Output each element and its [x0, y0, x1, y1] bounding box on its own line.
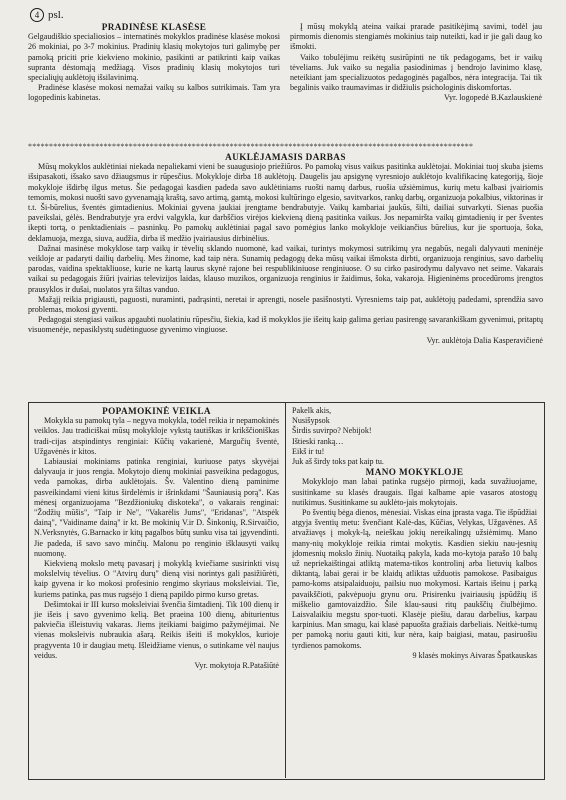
poem-line: Nusišypsok [292, 416, 330, 426]
star-divider: ********************************************************************************************************** [28, 143, 474, 151]
article-title-mano-mokykloje: MANO MOKYKLOJE [365, 467, 464, 478]
page-label: psl. [48, 9, 64, 21]
poem-line: Ištieski ranką… [292, 436, 344, 446]
poem-line: Širdis suvirpo? Nebijok! [292, 426, 372, 436]
article-signature: Vyr. auklėtoja Dalia Kasperavičienė [426, 335, 543, 345]
article-aukljamasis-darbas [28, 152, 543, 346]
article-mano-mokykloje [292, 406, 537, 661]
article-paragraph: Pradinėse klasėse mokosi nemažai vaikų su kalbos sutrikimais. Tam yra logopedinis kabinetas. [28, 83, 280, 103]
article-logopede [290, 22, 542, 104]
article-pradinese-klasese [28, 22, 280, 104]
article-paragraph: Gelgaudiškio specialiosios – internatinės mokyklos pradinėse klasėse mokosi 26 mokiniai, po 3-7 mokinius. Pradinių klasių mokytojos turi galimybę per pamoką priciti prie kiekvieno mokinio, pasikinti ar patikrinti kaip vaikas supranta dėstomąją medžiagą. Visos pradinių klasių mokytojos turi specialiųjų auklėtojų išsilavinimą. [28, 32, 280, 83]
article-title-aukljamasis: AUKLĖJAMASIS DARBAS [225, 152, 346, 162]
article-signature: 9 klasės mokinys Aivaras Špatkauskas [412, 650, 537, 660]
article-signature: Vyr. mokytoja R.Patašiūtė [194, 661, 279, 671]
poem [292, 406, 537, 467]
article-paragraph: Dažnai masinėse mokyklose tarp vaikų ir tėvelių sklando nuomonė, kad vaikai, turintys mokymosi sutrikimų yra negabūs, negali dalyvauti meninėje veikloje ar padaryti dailių darbelių. Mes žinome, kad taip nėra. Sunamių pedagogų deka mūsų vaikai išmoksta dirbti, organizuoja renginius, savo darbelių parodas, vaidina spektakliuose, kurie ne kartą laurus skynė rajone bei respublikiniuose renginiuose. O su cirko pasirodymu dalyvavo net seime. Vakarais vaikai su pedagogais žiūri įvairias televizijos laidas, klauso muzikos, organizuoja renginius ir žaidimus, šoka, vakaroja. Higieninėms procedūroms įrengtos prausyklos ir dušai, nuolatos yra šiltas vanduo. [28, 243, 543, 294]
page-number [30, 8, 64, 22]
article-paragraph: Mūsų mokyklos auklėtiniai niekada nepaliekami vieni be suaugusiojo priežiūros. Po pamokų visus vaikus pasitinka auklėtojai. Mokiniai tuoj skuba įsiems išsipasakoti, išsako savo džiaugsmus ir rūpesčius. Mokykloje dirba 18 auklėtojų. Daugelis jau apsigynę vyresniojo auklėtojo kvalifikacinę kategoriją, šioje mokykloje išdirbę ilgus metus. Šie pedagogai kasdien padeda savo auklėtiniams ruošti namų darbus, ruošia užsiėmimus, kurių metu kalbasi įvairiomis temomis, mokosi nuošti savo gyvenamąją kraštą, savo artimą, gamtą, mokosi kultūringo elgesio, savitvarkos, rankų darbų, organizuoja pokalbius, viktorinas ir t.t. Ši-būrelius, šventės gimtadienius. Mokiniai gyvena jaukiai įrengtame bendrabutyje. Vaikų kambariai jaukūs, šilti, dailiai sutvarkyti. Sienas puošia paveikslai, gėlės. Bendrabutyje yra erdvi valgykla, kur darbščios virėjos kiekvieną dieną pasitinka vaikus. Jos nepamiršta vaikų gimtadienių ir per šventes ikepti tortą, o penktadieniais – pasninkų. Po pamokų auklėtiniai pagal savo pomėgius lanko mokykloje veikiančius būrelius, kur jie sportuoja, šoka, deklamuoja, mezga, siuva, audžia, dirba iš medžio įvairiausius dirbinėlius. [28, 162, 543, 243]
article-paragraph: Vaiko tobulėjimu reikėtų susirūpinti ne tik pedagogams, bet ir vaikų tėveliams. Juk vaiko su negalia pasiodinimas į bendrojo lavinimo klasę, neteikiant jam specializuotos pedagoginės pagalbos, nėra integracija. Tai tik begalinis vaiko traumavimas ir didžiulis psichologinis diskomfortas. [290, 52, 542, 93]
article-paragraph: Pedagogai stengiasi vaikus apgaubti nuolatiniu rūpesčiu, šiekia, kad iš mokyklos jie išeitų kaip galima geriau pasirengę savarankiškam gyvenimui, pritaptų visuomenėje, nepasiklystų sudėtinguose gyvenimo vingiuose. [28, 315, 543, 335]
page-number-circle: 4 [30, 8, 44, 22]
article-title-pradinese: PRADINĖSE KLASĖSE [101, 22, 207, 32]
article-popamokine-veikla [34, 406, 279, 671]
poem-line: Eikš ir tu! [292, 446, 325, 456]
article-paragraph: Mokyklojo man labai patinka rugsėjo pirmoji, kada suvažiuojame, susitinkame su klasės draugais. Ilgai kalbame apie vasaros atostogų nutikimus. Susitinkame su auklėto-jais mokytojais. [292, 477, 537, 507]
column-divider [285, 402, 286, 778]
article-paragraph: Po šventių bėga dienos, mėnesiai. Viskas eina įprasta vaga. Tie išpūdžiai atgyja šventių metu: švenčiant Kalė-das, Kūčias, Velykas, Užgavėnes. Aš atvažiavęs į mokyk-lą, neieškau jokių nereikalingų užsiėmimų. Mano many-nių mokykloje reikia rimtai mokytis. Kasdien siekiu nau-jesnių įdomesnių mokslo žinių. Nuotaiką pakyla, kada mo-kytoja parašo 10 balų už nepriekaištingai atliktą matema-tikos kontrolinį arba lietuvių kalbos diktantą, labai gerai ir be klaidų atliktas užduotis pamokose. Pasibaigus pamo-koms atsipalaiduoju, pailsiu nuo mokymosi. Kartais išeinu į parką pavaikščioti, pakvėpuoju grynu oru. Prisirenku įvairiausių įspūdžių iš miškelio gamtovaizdžio. Šile klau-sausi ritų paukščių čiulbėjimo. Laisvalaikiu megstu spor-tuoti. Klasėje piešiu, darau darbelius, karpau karpinius. Man smagu, kai klasė papuošta gražiais darbeliais. Neitkė-tumų per pamoką noriu gauti kiti, kur nėra, kaip baigiasi, matau, pasiruošiu tyrdienos pamokoms. [292, 508, 537, 650]
article-signature: Vyr. logopedė B.Kazlauskienė [444, 93, 542, 103]
article-paragraph: Kiekvieną mokslo metų pavasarį į mokyklą kviečiame susirinkti visų mokslelvių tėvelius. O "Atvirų durų" dieną visi norintys gali pasižiūrėti, kaip gyvena ir ko mokosi profesinio rengimo skyriaus moksleiviai. Tie, kuriems patinka, pas mus rugsėjo 1 dieną papildo pirmo kurso gretas. [34, 559, 279, 599]
poem-line: Pakelk akis, [292, 406, 332, 415]
article-paragraph: Į mūsų mokyklą ateina vaikai prarade pasitikėjimą savimi, todėl jau pirmomis dienomis stengiamės mokinius taip nuteikti, kad ir jie gali daug ko išmokti. [290, 22, 542, 52]
article-paragraph: Dešimtokai ir III kurso moksleiviai švenčia šimtadienį. Tik 100 dienų ir jie išeis į savo gyvenimo kelią. Bet praeina 100 dienų, abiturientus pakviečia išleistuvių vakaras. Jiems įteikiami baigimo pažymėjimai. Ne vienas moksleivis nubraukia ašarą. Reikis išeiti iš mokyklos, kurioje pragyventa 10 ir daugiau metų. Išleidžiame vienus, o sutinkame vėl naujus veidus. [34, 599, 279, 660]
article-title-popamokine: POPAMOKINĖ VEIKLA [102, 406, 211, 416]
article-paragraph: Labiausiai mokiniams patinka renginiai, kuriuose patys skyvėjai dalyvauja ir juos rengia. Mokytojo dienų mokiniai pasveikina pedagogus, veda pamokas, dirba auklėtojais. Šv. Valentino dieną paminime pasveikindami vieni kitus širdelėmis ir išrinkdami "Šauniausią porą". Kas mėnesį organizuojama "Bezdžioniukų diskoteka", o vakarais renginai: "Žodžių mūšis", "Taip ir Ne", "Vakarėlis Jums", "Eridanas", "Atspėk dainą", "Vaidiname dainą" ir kt. Be mokinių V.ir D. Šinkonių, R.Sirvaičio, N.Verksnytės, G.Barnacko ir kitų pagalbos būtų sunku visa tai įgyvendinti. Jie padeda, iš savo savo minčių. Malonu po renginio išklausyti vaikų nuomonę. [34, 457, 279, 558]
article-paragraph: Mažąjį reikia prigiausti, paguosti, nuraminti, padrąsinti, neretai ir aprengti, nosele pasišnostyti. Vyresniems taip pat, auklėtojų padedami, sprendžia savo problemas, mokosi gyventi. [28, 294, 543, 315]
article-paragraph: Mokykla su pamokų tyla – negyva mokykla, todėl reikia ir nepamokinės veiklos. Jau tradiciškai mūsų mokykloje vykstą tautiškas ir krikščioniškas tradi-cijas atspindintys renginiai: Kūčių vakarienė, Margučių šventė, Užgavėnės ir kitos. [34, 416, 279, 456]
poem-line: Juk aš širdy toks pat kaip tu. [292, 457, 384, 467]
